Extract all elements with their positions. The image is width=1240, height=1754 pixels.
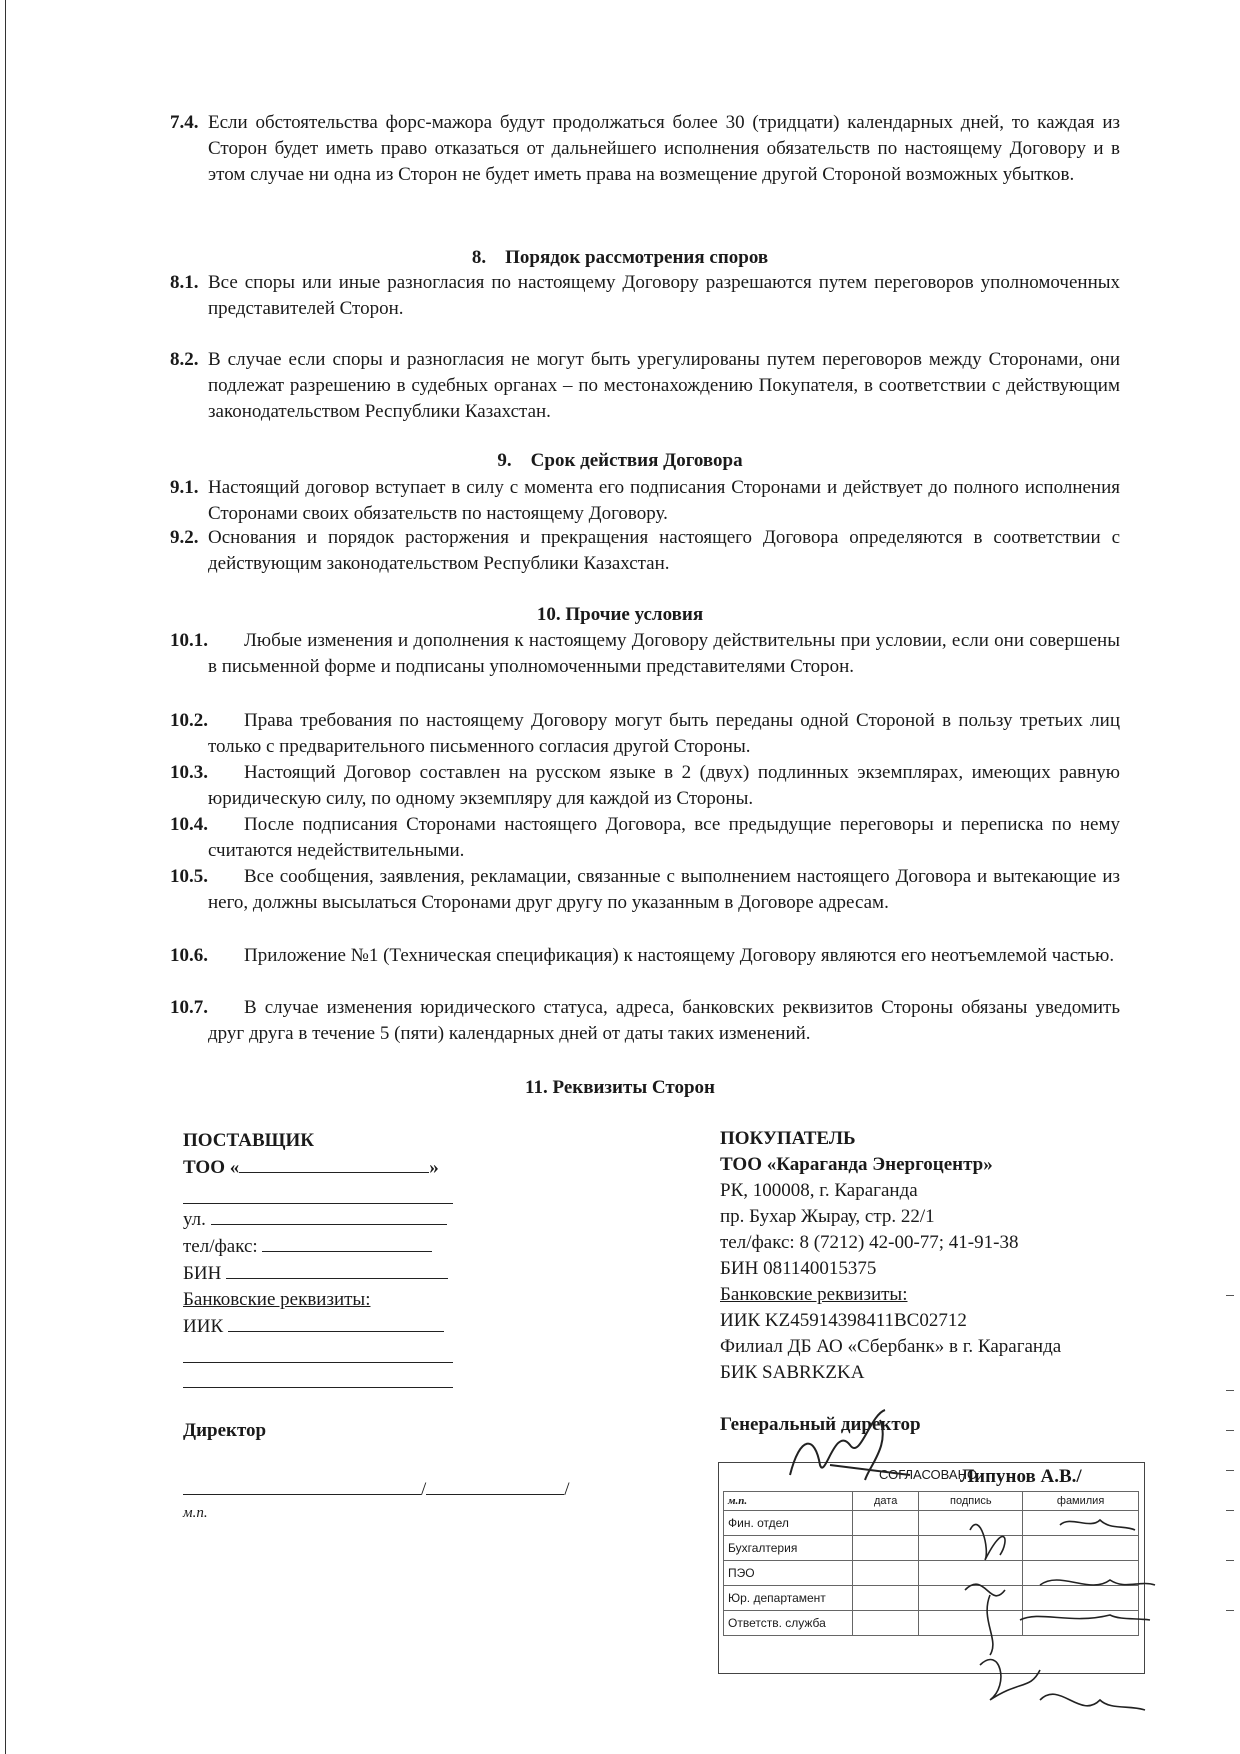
supplier-street-blank [211, 1206, 447, 1225]
supplier-name-blank-2 [426, 1476, 564, 1495]
supplier-iik [183, 1313, 473, 1340]
clause-text: В случае если споры и разногласия не могут быть урегулированы путем переговоров между Сторонами, они подлежат разрешению в судебных органах – по местонахождению Покупателя, в соответствии с действующим законодательством Республики Казахстан. [208, 349, 1120, 422]
scan-mark [1226, 1430, 1234, 1431]
buyer-bank-details: Банковские реквизиты: [720, 1284, 908, 1305]
scan-mark [1226, 1470, 1234, 1471]
clause-10-1 [170, 628, 1120, 680]
sign-separator-2: / [564, 1479, 570, 1500]
buyer-bik: БИК SABRKZKA [720, 1362, 865, 1383]
supplier-blank-line-2 [183, 1340, 453, 1363]
buyer-company: ТОО «Караганда Энергоцентр» [720, 1154, 993, 1175]
supplier-iik-blank [228, 1313, 444, 1332]
clause-9-1 [170, 475, 1120, 527]
col-surname: фамилия [1023, 1492, 1139, 1511]
supplier-tel [183, 1233, 473, 1260]
approval-row-label: Юр. департамент [724, 1586, 853, 1611]
buyer-director-label: Генеральный директор [720, 1414, 921, 1435]
section-11-title: 11. Реквизиты Сторон [525, 1077, 715, 1098]
scan-mark [1226, 1390, 1234, 1391]
clause-text: Если обстоятельства форс-мажора будут продолжаться более 30 (тридцати) календарных дней, то каждая из Сторон будет иметь право отказаться от дальнейшего исполнения обязательств по настоящему Договору и в этом случае ни одна из Сторон не будет иметь права на возмещение другой Стороной возможных убытков. [208, 112, 1120, 185]
clause-number: 10.7. [170, 997, 208, 1018]
clause-10-5 [170, 864, 1120, 916]
stamp-mp: м.п. [724, 1492, 853, 1511]
section-8-title: 8. Порядок рассмотрения споров [471, 247, 769, 268]
scan-mark [1226, 1295, 1234, 1296]
clause-10-7 [170, 995, 1120, 1047]
supplier-bin [183, 1260, 473, 1287]
supplier-bin-blank [226, 1260, 448, 1279]
clause-number: 10.2. [170, 710, 208, 731]
approval-row-label: Бухгалтерия [724, 1536, 853, 1561]
clause-7-4 [170, 110, 1120, 188]
buyer-bin: БИН 081140015375 [720, 1258, 877, 1279]
clause-number: 10.6. [170, 945, 208, 966]
clause-number: 8.2. [170, 349, 199, 370]
clause-text: Настоящий договор вступает в силу с момента его подписания Сторонами и действует до полного исполнения Сторонами своих обязательств по настоящему Договору. [208, 477, 1120, 524]
supplier-company-line [183, 1154, 473, 1181]
buyer-block [720, 1126, 1170, 1386]
supplier-street-label: ул. [183, 1209, 206, 1230]
clause-number: 10.1. [170, 630, 208, 651]
clause-text: Все сообщения, заявления, рекламации, связанные с выполнением настоящего Договора и вытекающие из него, должны высылаться Сторонами друг другу по указанным в Договоре адресам. [208, 866, 1120, 913]
approval-row-label: Фин. отдел [724, 1511, 853, 1536]
clause-text: Любые изменения и дополнения к настоящему Договору действительны при условии, если они совершены в письменной форме и подписаны уполномоченными представителями Сторон. [208, 630, 1120, 677]
supplier-director-label: Директор [183, 1420, 267, 1441]
sign-separator: / [421, 1479, 427, 1500]
buyer-address-1: РК, 100008, г. Караганда [720, 1180, 918, 1201]
section-10-title: 10. Прочие условия [536, 604, 704, 625]
approval-row-label: Ответств. служба [724, 1611, 853, 1636]
clause-text: После подписания Сторонами настоящего Договора, все предыдущие переговоры и переписка по нему считаются недействительными. [208, 814, 1120, 861]
supplier-bank-details: Банковские реквизиты: [183, 1289, 371, 1310]
clause-number: 9.1. [170, 477, 199, 498]
clause-8-1 [170, 270, 1120, 322]
clause-text: Настоящий Договор составлен на русском языке в 2 (двух) подлинных экземплярах, имеющих равную юридическую силу, по одному экземпляру для каждой из Стороны. [208, 762, 1120, 809]
buyer-heading: ПОКУПАТЕЛЬ [720, 1128, 856, 1149]
approval-signatures [960, 1500, 1160, 1730]
clause-text: Приложение №1 (Техническая спецификация) к настоящему Договору являются его неотъемлемой частью. [244, 945, 1115, 966]
clause-text: В случае изменения юридического статуса, адреса, банковских реквизитов Стороны обязаны уведомить друг друга в течение 5 (пяти) календарных дней от даты таких изменений. [208, 997, 1120, 1044]
clause-number: 10.4. [170, 814, 208, 835]
clause-10-6 [170, 943, 1120, 969]
section-9-title: 9. Срок действия Договора [497, 450, 743, 471]
clause-number: 10.5. [170, 866, 208, 887]
supplier-bin-label: БИН [183, 1263, 222, 1284]
clause-number: 10.3. [170, 762, 208, 783]
supplier-street [183, 1206, 473, 1233]
clause-10-3 [170, 760, 1120, 812]
clause-text: Все споры или иные разногласия по настоящему Договору разрешаются путем переговоров уполномоченных представителей Сторон. [208, 272, 1120, 319]
supplier-iik-label: ИИК [183, 1316, 224, 1337]
clause-10-2 [170, 708, 1120, 760]
supplier-blank-line-3 [183, 1365, 453, 1388]
clause-text: Права требования по настоящему Договору могут быть переданы одной Стороной в пользу третьих лиц только с предварительного письменного согласия другой Стороны. [208, 710, 1120, 757]
clause-number: 9.2. [170, 527, 199, 548]
director-signature [770, 1405, 970, 1485]
supplier-tel-label: тел/факс: [183, 1236, 258, 1257]
clause-number: 8.1. [170, 272, 199, 293]
approval-row-label: ПЭО [724, 1561, 853, 1586]
supplier-too-prefix: ТОО « [183, 1157, 240, 1178]
clause-number: 7.4. [170, 112, 199, 133]
supplier-signature-blank [183, 1476, 421, 1495]
buyer-tel: тел/факс: 8 (7212) 42-00-77; 41-91-38 [720, 1232, 1019, 1253]
buyer-director-name: Липунов А.В./ [960, 1466, 1082, 1487]
clause-9-2 [170, 525, 1120, 577]
supplier-name-blank [239, 1154, 429, 1173]
scan-mark [1226, 1610, 1234, 1611]
supplier-signature-line [183, 1476, 570, 1501]
col-sign: подпись [919, 1492, 1023, 1511]
clause-8-2 [170, 347, 1120, 425]
supplier-stamp-place: м.п. [183, 1505, 208, 1521]
supplier-block [183, 1128, 473, 1390]
clause-10-4 [170, 812, 1120, 864]
supplier-tel-blank [262, 1233, 432, 1252]
supplier-blank-line [183, 1181, 453, 1204]
supplier-heading: ПОСТАВЩИК [183, 1130, 315, 1151]
stamp-header: СОГЛАСОВАНО [879, 1467, 978, 1482]
col-date: дата [853, 1492, 919, 1511]
clause-text: Основания и порядок расторжения и прекращения настоящего Договора определяются в соответствии с действующим законодательством Республики Казахстан. [208, 527, 1120, 574]
scan-mark [1226, 1560, 1234, 1561]
buyer-bank: Филиал ДБ АО «Сбербанк» в г. Караганда [720, 1336, 1062, 1357]
supplier-too-suffix: » [429, 1157, 439, 1178]
scan-mark [1226, 1510, 1234, 1511]
buyer-iik: ИИК KZ45914398411BC02712 [720, 1310, 967, 1331]
buyer-address-2: пр. Бухар Жырау, стр. 22/1 [720, 1206, 935, 1227]
